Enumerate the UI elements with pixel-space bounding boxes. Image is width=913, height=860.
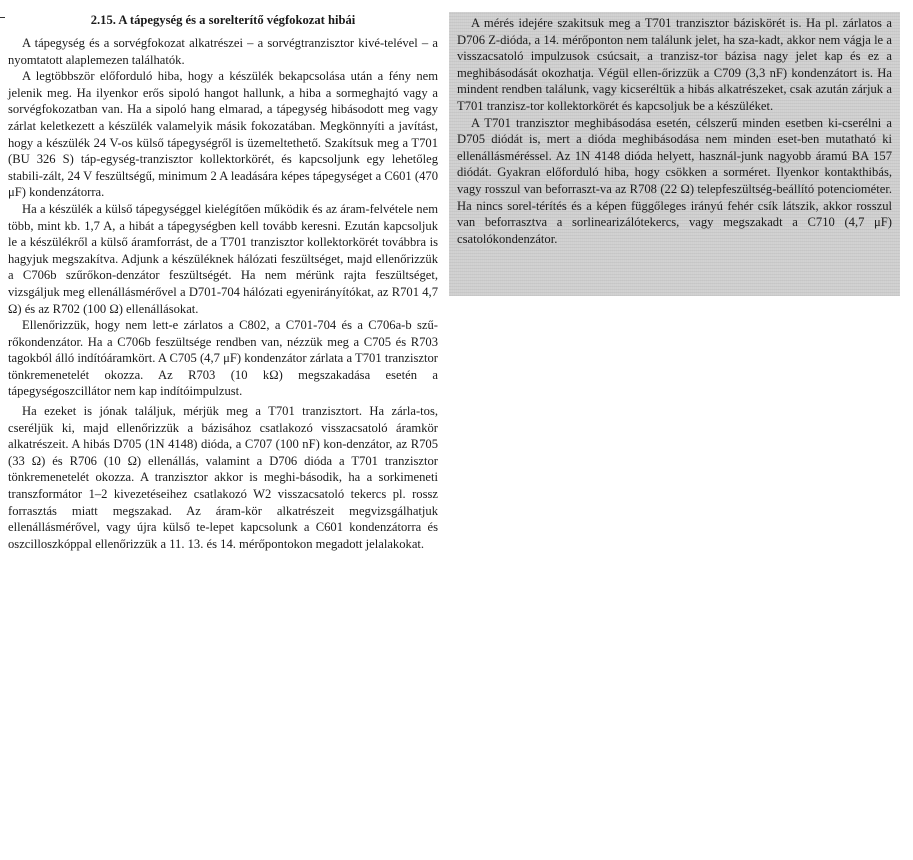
paragraph: Ha a készülék a külső tápegységgel kielégítően működik és az áram-felvétele nem több, mint kb. 1,7 A, a hibát a tápegységben kell tovább keresni. Ezután kapcsoljuk le a készülékről a külső áramforrást, de a T701 tranzisztor kollektorkörét továbbra is hagyjuk megszakítva. Adjunk a készüléknek hálózati feszültséget, majd ellenőrizzük a C706b szűrőkon-denzátor feszültségét. Ha nem mérünk rajta feszültséget, vizsgáljuk meg ellenállásmérővel a D701-704 hálózati egyenirányítókat, az R701 4,7 Ω) és az R702 (100 Ω) ellenállásokat.	[8, 201, 438, 316]
left-column	[8, 12, 438, 552]
right-column-shaded-block	[449, 12, 900, 296]
section-title: 2.15. A tápegység és a sorelterítő végfokozat hibái	[90, 13, 356, 27]
paragraph: A mérés idejére szakitsuk meg a T701 tranzisztor báziskörét is. Ha pl. zárlatos a D706 Z-dióda, a 14. mérőponton nem találunk jelet, ha sza-kadt, akkor nem vágja le a visszacsatoló impulzusok csúcsait, a tranzisz-tor bázisa nagy jelet kap és ez a meghibásodását okozhatja. Végül ellen-őrizzük a C709 (3,3 nF) kondenzátort is. Ha mindent rendben találunk, vagy kicseréltük a hibás alkatrészeket, csak azután zárjuk a T701 tranzisz-tor kollektorkörét és kapcsoljuk be a készüléket.	[457, 16, 892, 113]
margin-tick-mark	[0, 17, 5, 18]
paragraph: Ellenőrizzük, hogy nem lett-e zárlatos a C802, a C701-704 és a C706a-b szű-rőkondenzátor. Ha a C706b feszültsége rendben van, nézzük meg a C705 és R703 tagokból álló indítóáramkört. A C705 (4,7 μF) kondenzátor zárlata a T701 tranzisztor tönkremenetelét okozza. Az R703 (10 kΩ) megszakadása esetén a tápegységoszcillátor nem kap indítóimpulzust.	[8, 318, 438, 399]
paragraph: A tápegység és a sorvégfokozat alkatrészei – a sorvégtranzisztor kivé-telével – a nyomtatott alaplemezen találhatók.	[8, 36, 438, 67]
paragraph: Ha ezeket is jónak találjuk, mérjük meg a T701 tranzisztort. Ha zárla-tos, cseréljük ki, majd ellenőrizzük a bázisához csatlakozó visszacsatoló áramkör alkatrészeit. A hibás D705 (1N 4148) dióda, a C707 (100 nF) kon-denzátor, az R705 (33 Ω) és R706 (10 Ω) ellenállás, valamint a D706 dióda a T701 tranzisztor tönkremenetelét okozza. A tranzisztor akkor is meghi-básodik, ha a sorkimeneti transzformátor 1–2 kivezetéseihez csatlakozó W2 visszacsatoló tekercs pl. rossz forrasztás miatt megszakad. Az áram-kör alkatrészeit megvizsgálhatjuk ellenállásmérővel, vagy újra külső te-lepet kapcsolunk a C601 kondenzátorra és oszcilloszkóppal ellenőrizzük a 11. 13. és 14. mérőpontokon megadott jelalakokat.	[8, 404, 438, 551]
paragraph: A legtöbbször előforduló hiba, hogy a készülék bekapcsolása után a fény nem jelenik meg. Ha ilyenkor erős sipoló hangot hallunk, a hiba a sormeghajtó vagy a sorvégfokozatban van. Ha a sipoló hang elmarad, a tápegység hibásodott meg vagy zárlat keletkezett a készülék valamelyik másik fokozatában. Megkönnyíti a javítást, hogy a készülék 24 V-os külső tápegységről is üzemeltethető. Szakítsuk meg a T701 (BU 326 S) táp-egység-tranzisztor kollektorkörét, és kapcsoljunk egy lehetőleg stabili-zált, 24 V feszültségű, minimum 2 A leadására képes tápegységet a C601 (470 μF) kondenzátorra.	[8, 69, 438, 200]
paragraph: A T701 tranzisztor meghibásodása esetén, célszerű minden esetben ki-cserélni a D705 diódát is, mert a dióda meghibásodása nem minden eset-ben mutatható ki ellenállásméréssel. Az 1N 4148 dióda helyett, használ-junk nagyobb áramú BA 157 diódát. Gyakran előforduló hiba, hogy csökken a sorméret. Ilyenkor kontakthibás, vagy rosszul van beforraszt-va az R708 (22 Ω) telepfeszültség-beállító potenciométer. Ha nincs sorel-térítés és a képen függőleges irányú fehér csík látszik, akkor rosszul van beforrasztva a sorlinearizálótekercs, vagy megszakadt a C710 (4,7 μF) csatolókondenzátor.	[457, 115, 892, 246]
